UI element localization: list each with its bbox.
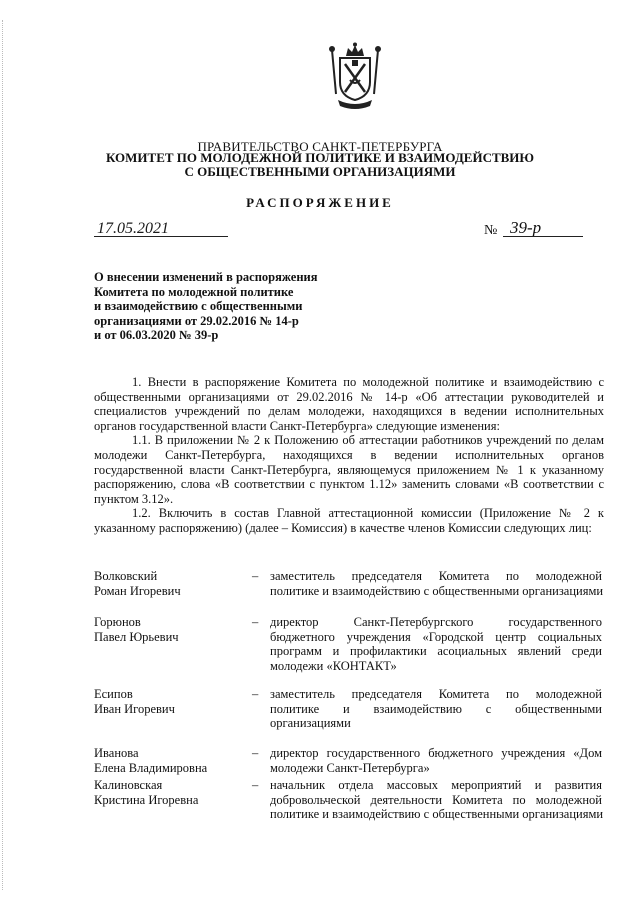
committee-title-line1: КОМИТЕТ ПО МОЛОДЕЖНОЙ ПОЛИТИКЕ И ВЗАИМОДЕЙСТВИЮ bbox=[105, 150, 535, 165]
subject-line: и взаимодействию с общественными bbox=[94, 299, 303, 313]
position-line: заместитель председателя Комитета по молодежной bbox=[270, 569, 602, 583]
member-dash: – bbox=[252, 687, 259, 701]
member-name bbox=[94, 569, 254, 598]
subject-line: и от 06.03.2020 № 39-р bbox=[94, 328, 219, 342]
position-line: бюджетного учреждения «Городской центр социальных bbox=[270, 629, 602, 644]
member-position bbox=[270, 687, 602, 731]
document-body bbox=[94, 375, 604, 536]
date-underline bbox=[94, 236, 228, 237]
member-given-name: Кристина Игоревна bbox=[94, 792, 199, 807]
document-number: 39-р bbox=[510, 218, 542, 237]
document-subject bbox=[94, 270, 364, 343]
member-dash: – bbox=[252, 778, 259, 792]
position-line: добровольческой деятельности Комитета по молодежной bbox=[270, 792, 602, 807]
member-name bbox=[94, 778, 254, 807]
member-surname: Горюнов bbox=[94, 615, 141, 629]
position-line: политике и взаимодействию с общественными организациями bbox=[270, 807, 604, 822]
member-name bbox=[94, 746, 254, 775]
document-date: 17.05.2021 bbox=[97, 220, 169, 237]
coat-of-arms-emblem bbox=[326, 42, 384, 110]
position-line: молодежи Санкт-Петербурга» bbox=[270, 760, 430, 775]
member-position bbox=[270, 746, 602, 775]
position-line: начальник отдела массовых мероприятий и развития bbox=[270, 778, 602, 792]
member-given-name: Елена Владимировна bbox=[94, 760, 208, 775]
paragraph-1-2: 1.2. Включить в состав Главной аттестационной комиссии (Приложение № 2 к указанному распоряжению) (далее – Комиссия) в качестве членов Комиссии следующих лиц: bbox=[94, 506, 604, 535]
member-surname: Есипов bbox=[94, 687, 133, 701]
subject-line: организациями от 29.02.2016 № 14-р bbox=[94, 313, 299, 328]
subject-line: О внесении изменений в распоряжения bbox=[94, 270, 318, 284]
member-dash: – bbox=[252, 746, 259, 760]
committee-title-line2: С ОБЩЕСТВЕННЫМИ ОРГАНИЗАЦИЯМИ bbox=[184, 164, 456, 179]
position-line: директор государственного бюджетного учреждения «Дом bbox=[270, 746, 602, 760]
position-line: организациями bbox=[270, 716, 351, 731]
position-line: политике и взаимодействию с общественными bbox=[270, 701, 602, 716]
document-type: РАСПОРЯЖЕНИЕ bbox=[246, 195, 394, 210]
member-dash: – bbox=[252, 569, 259, 583]
position-line: директор Санкт-Петербургского государственного bbox=[270, 615, 602, 629]
member-given-name: Иван Игоревич bbox=[94, 701, 175, 716]
position-line: политике и взаимодействию с общественными организациями bbox=[270, 583, 604, 598]
member-surname: Иванова bbox=[94, 746, 139, 760]
member-surname: Калиновская bbox=[94, 778, 163, 792]
member-dash: – bbox=[252, 615, 259, 629]
position-line: программ и профилактики асоциальных явлений среди bbox=[270, 644, 602, 659]
member-name bbox=[94, 615, 254, 644]
member-surname: Волковский bbox=[94, 569, 158, 583]
position-line: заместитель председателя Комитета по молодежной bbox=[270, 687, 602, 701]
member-given-name: Павел Юрьевич bbox=[94, 629, 179, 644]
member-given-name: Роман Игоревич bbox=[94, 583, 181, 598]
government-title: ПРАВИТЕЛЬСТВО САНКТ-ПЕТЕРБУРГА bbox=[197, 139, 443, 154]
member-position bbox=[270, 615, 602, 673]
member-name bbox=[94, 687, 254, 716]
paragraph-1: 1. Внести в распоряжение Комитета по молодежной политике и взаимодействию с общественными организациями от 29.02.2016 № 14-р «Об аттестации руководителей и специалистов учреждений по делам молодежи, находящихся в ведении исполнительных органов государственной власти Санкт-Петербурга» следующие изменения: bbox=[94, 375, 604, 433]
member-position bbox=[270, 778, 602, 822]
paragraph-1-1: 1.1. В приложении № 2 к Положению об аттестации работников учреждений по делам молодежи Санкт-Петербурга, находящихся в ведении исполнительных органов государственной власти Санкт-Петербурга, являющемуся приложением № 1 к указанному распоряжению, слова «В соответствии с пунктом 1.12» заменить словами «В соответствии с пунктом 3.12». bbox=[94, 433, 604, 506]
position-line: молодежи «КОНТАКТ» bbox=[270, 658, 397, 673]
subject-line: Комитета по молодежной политике bbox=[94, 284, 294, 299]
number-label: № bbox=[484, 223, 498, 238]
number-underline bbox=[503, 236, 583, 237]
member-position bbox=[270, 569, 602, 598]
